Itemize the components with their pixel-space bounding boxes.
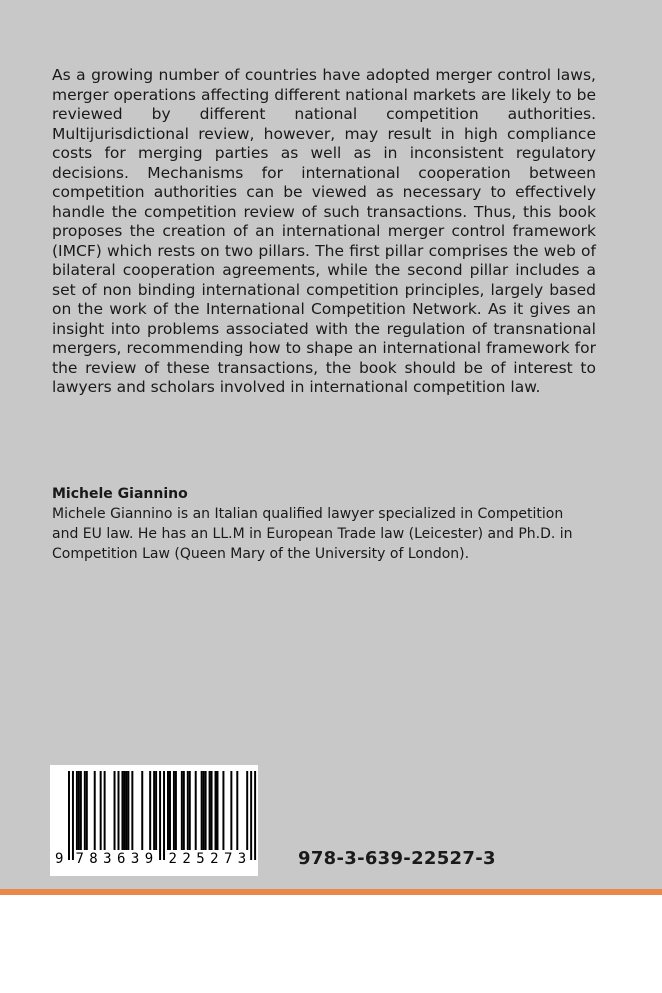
barcode-bar [236,771,238,850]
barcode-bar [189,771,191,850]
barcode-digits [55,851,246,867]
barcode-bar [121,771,123,850]
barcode-bar [217,771,219,850]
barcode-bar [78,771,80,850]
barcode-bar [153,771,155,850]
barcode-bar [201,771,203,850]
barcode-bar [114,771,116,850]
barcode-bar [80,771,82,850]
barcode-bar [163,771,165,860]
barcode-bar [131,771,133,850]
barcode-bars [68,771,256,860]
barcode-bar [76,771,78,850]
barcode-bar [84,771,86,850]
barcode-digit: 2 [182,851,191,867]
barcode-bar [250,771,252,860]
barcode-bar [159,771,161,860]
barcode-bar [195,771,197,850]
barcode-bar [173,771,175,850]
book-description: As a growing number of countries have adopted merger control laws, merger operations affecting different national markets are likely to be reviewed by different national competition authorities. Multijurisdictional review, however, may result in high compliance costs for merging parties as well as in inconsistent regulatory decisions. Mechanisms for international cooperation between competition authorities can be viewed as necessary to effectively handle the competition review of such transactions. Thus, this book proposes the creation of an international merger control framework (IMCF) which rests on two pillars. The first pillar comprises the web of bilateral cooperation agreements, while the second pillar includes a set of non binding international competition principles, largely based on the work of the International Competition Network. As it gives an insight into problems associated with the regulation of transnational mergers, recommending how to shape an international framework for the review of these transactions, the book should be of interest to lawyers and scholars involved in international competition law. [52,66,596,396]
barcode-digit: 6 [117,851,126,867]
barcode-bar [230,771,232,850]
barcode-digit: 2 [210,851,219,867]
barcode-bar [254,771,256,860]
barcode-bar [205,771,207,850]
barcode-bar [86,771,88,850]
barcode-bar [125,771,127,850]
barcode-digit: 9 [55,851,64,867]
barcode-bar [246,771,248,850]
barcode-digit: 5 [196,851,205,867]
barcode-bar [175,771,177,850]
barcode-digit: 3 [103,851,112,867]
barcode-bar [215,771,217,850]
barcode-bar [100,771,102,850]
barcode-bar [149,771,151,850]
barcode-bar [155,771,157,850]
barcode-bar [72,771,74,860]
barcode-bar [167,771,169,850]
barcode-bar [209,771,211,850]
barcode-bar [123,771,125,850]
barcode [50,765,258,876]
accent-band [0,889,662,895]
barcode-bar [118,771,120,850]
author-bio: Michele Giannino is an Italian qualified lawyer specialized in Competition and EU law. He has an LL.M in European Trade law (Leicester) and Ph.D. in Competition Law (Queen Mary of the University of London). [52,506,573,562]
barcode-digit: 7 [75,851,84,867]
barcode-digit: 7 [223,851,233,867]
barcode-bar [141,771,143,850]
barcode-bar [222,771,224,850]
barcode-graphic [50,765,258,876]
barcode-bar [187,771,189,850]
isbn-number: 978-3-639-22527-3 [298,848,496,869]
barcode-digit: 2 [168,851,177,867]
author-section [52,484,612,564]
barcode-bar [203,771,205,850]
barcode-bar [104,771,106,850]
barcode-bar [68,771,70,860]
barcode-digit: 8 [89,851,98,867]
barcode-bar [169,771,171,850]
barcode-digit: 9 [144,851,154,867]
barcode-bar [127,771,129,850]
barcode-bar [181,771,183,850]
barcode-bar [183,771,185,850]
barcode-digit: 3 [130,851,140,867]
barcode-bar [94,771,96,850]
author-name: Michele Giannino [52,486,188,502]
barcode-bar [211,771,213,850]
barcode-digit: 3 [237,851,247,867]
